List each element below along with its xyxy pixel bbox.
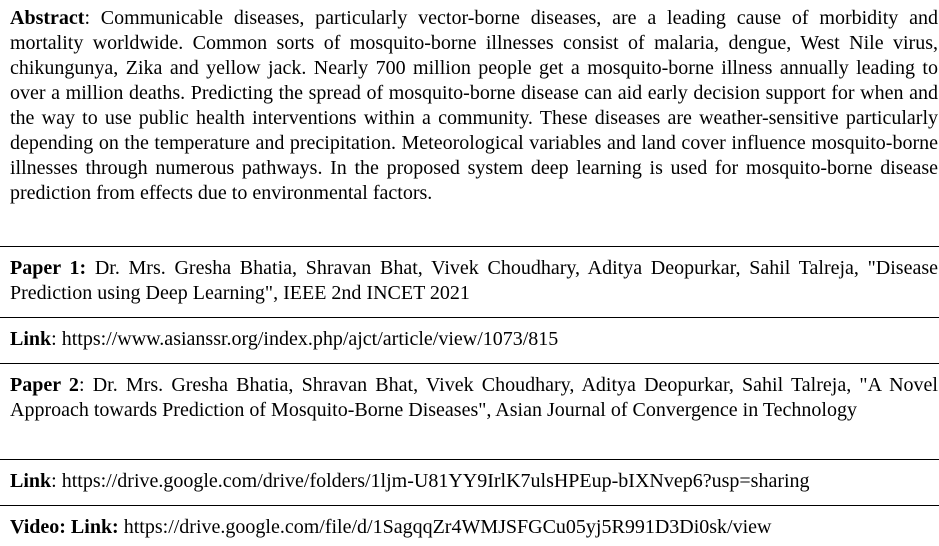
link-2-label: Link — [10, 470, 52, 492]
paper-1-citation: Dr. Mrs. Gresha Bhatia, Shravan Bhat, Vivek Choudhary, Aditya Deopurkar, Sahil Talreja, "Disease Prediction using Deep Learning", IEEE 2nd INCET 2021 — [10, 257, 938, 304]
video-link-label: Video: Link: — [10, 516, 119, 538]
paper-2-citation: : Dr. Mrs. Gresha Bhatia, Shravan Bhat, Vivek Choudhary, Aditya Deopurkar, Sahil Talreja, "A Novel Approach towards Prediction of Mosquito-Borne Diseases", Asian Journal of Convergence in Technology — [10, 374, 938, 421]
paper-2-label: Paper 2 — [10, 374, 79, 396]
video-link-section — [0, 506, 939, 546]
abstract-label: Abstract — [10, 7, 85, 29]
video-link-url[interactable]: https://drive.google.com/file/d/1SagqqZr4WMJSFGCu05yj5R991D3Di0sk/view — [118, 516, 772, 538]
paper-1-section — [0, 247, 939, 318]
paper-2-section — [0, 364, 939, 460]
paper-1-label: Paper 1: — [10, 257, 87, 279]
link-1-url[interactable]: : https://www.asianssr.org/index.php/ajct/article/view/1073/815 — [51, 328, 559, 350]
link-1-section — [0, 318, 939, 364]
link-2-section — [0, 460, 939, 506]
abstract-section — [0, 0, 939, 247]
abstract-text: : Communicable diseases, particularly vector-borne diseases, are a leading cause of morbidity and mortality worldwide. Common sorts of mosquito-borne illnesses consist of malaria, dengue, West Nile virus, chikungunya, Zika and yellow jack. Nearly 700 million people get a mosquito-borne illness annually leading to over a million deaths. Predicting the spread of mosquito-borne disease can aid early decision support for when and the way to use public health interventions within a community. These diseases are weather-sensitive particularly depending on the temperature and precipitation. Meteorological variables and land cover influence mosquito-borne illnesses through numerous pathways. In the proposed system deep learning is used for mosquito-borne disease prediction from effects due to environmental factors. — [10, 7, 938, 204]
link-2-url[interactable]: : https://drive.google.com/drive/folders/1ljm-U81YY9IrlK7ulsHPEup-bIXNvep6?usp=sharing — [51, 470, 810, 492]
link-1-label: Link — [10, 328, 52, 350]
